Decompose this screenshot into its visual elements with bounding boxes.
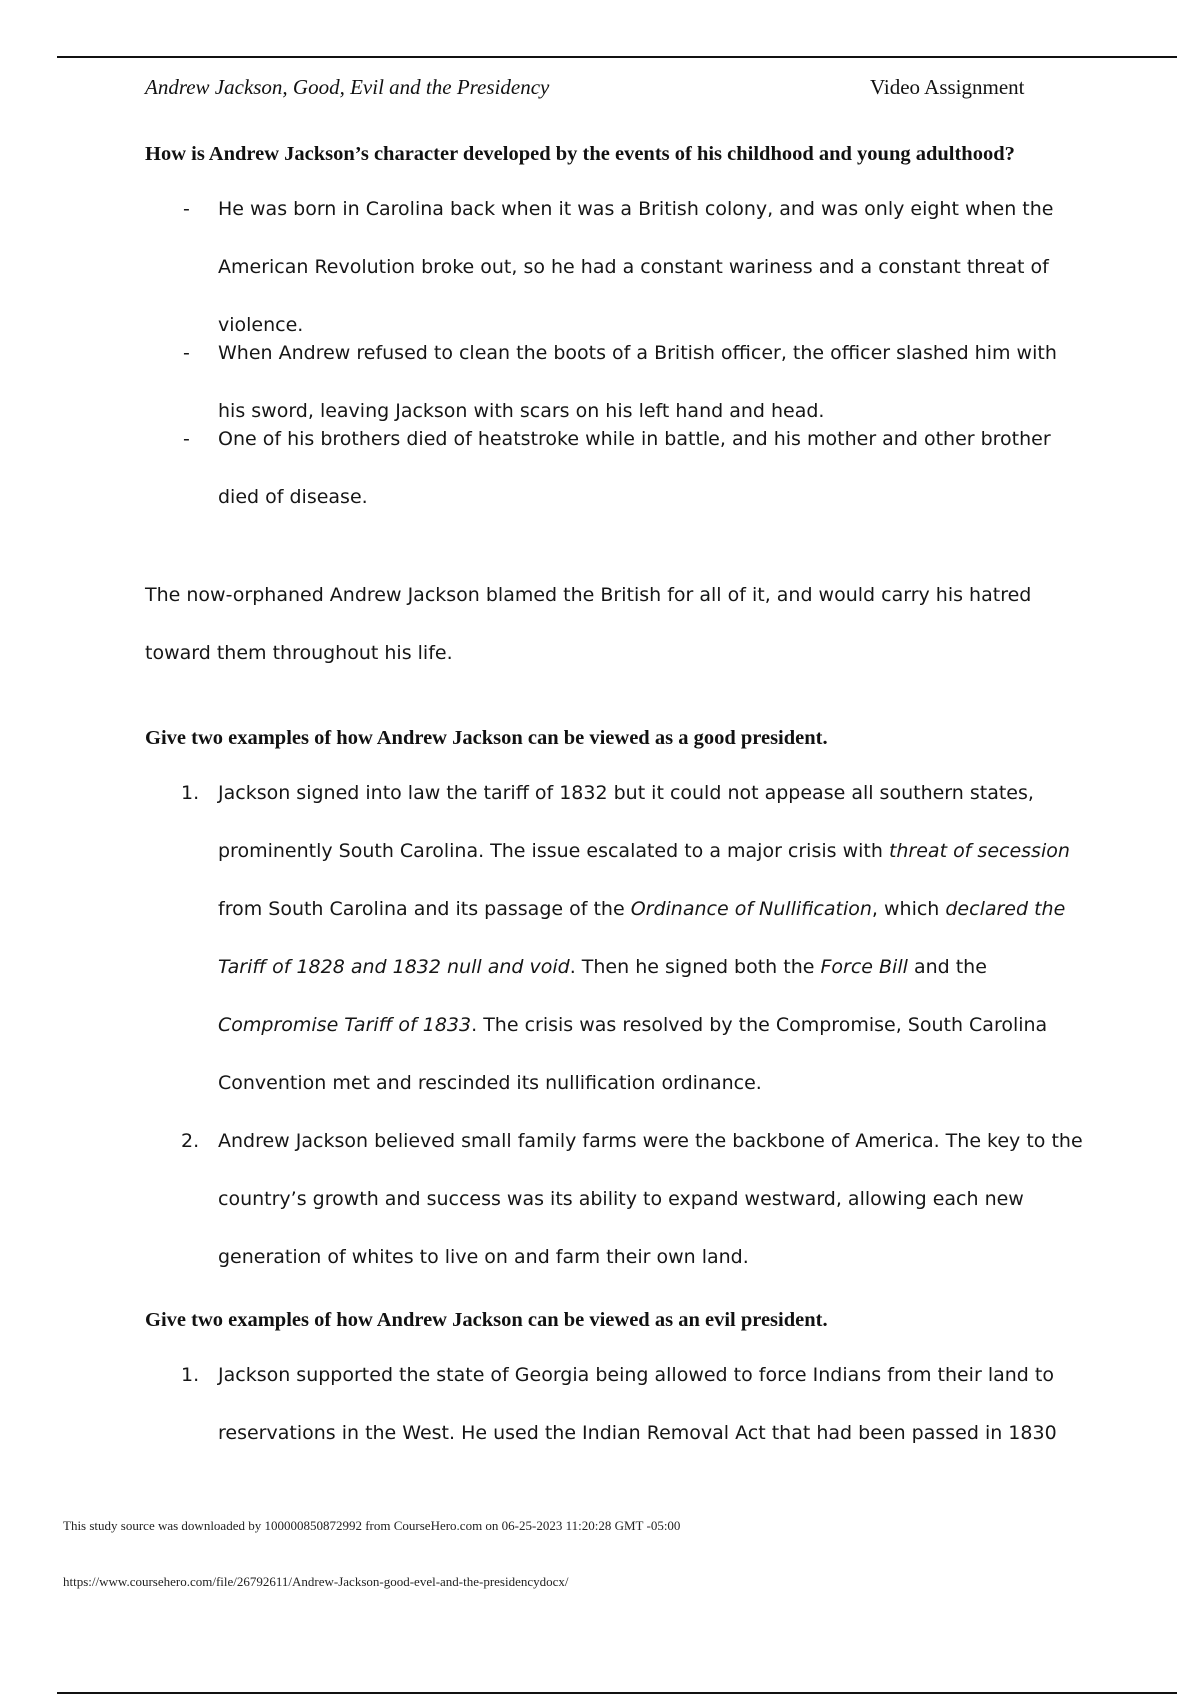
assignment-label: Video Assignment — [870, 75, 1025, 99]
list-item-text: Jackson signed into law the tariff of 1832 but it could not appease all southern states, prominently South Carolina. The issue escalated to a major crisis with threat of secession from South Carolina and its passage of the Ordinance of Nullification, which declared the Tariff of 1828 and 1832 null and void. Then he signed both the Force Bill and the Compromise Tariff of 1833. The crisis was resolved by the Compromise, South Carolina Convention met and rescinded its nullification ordinance. — [218, 782, 1070, 1094]
list-item — [145, 1346, 1090, 1462]
dash-marker: - — [183, 428, 190, 450]
list-item-text: One of his brothers died of heatstroke while in battle, and his mother and other brother died of disease. — [218, 428, 1051, 508]
question-3: Give two examples of how Andrew Jackson can be viewed as an evil president. — [145, 1309, 828, 1331]
question-2: Give two examples of how Andrew Jackson can be viewed as a good president. — [145, 727, 828, 749]
top-rule — [57, 56, 1177, 58]
dash-marker: - — [183, 198, 190, 220]
list-item-text: Andrew Jackson believed small family farms were the backbone of America. The key to the country’s growth and success was its ability to expand westward, allowing each new generation of whites to live on and farm their own land. — [218, 1130, 1083, 1268]
childhood-bullet-list — [145, 180, 1090, 526]
document-body — [145, 140, 1090, 1462]
dash-marker: - — [183, 342, 190, 364]
bottom-rule — [57, 1692, 1177, 1694]
good-president-list — [145, 764, 1090, 1286]
download-notice: This study source was downloaded by 100000850872992 from CourseHero.com on 06-25-2023 11:20:28 GMT -05:00 — [63, 1518, 681, 1533]
list-item-text: When Andrew refused to clean the boots of a British officer, the officer slashed him with his sword, leaving Jackson with scars on his left hand and head. — [218, 342, 1057, 422]
evil-president-list — [145, 1346, 1090, 1462]
list-number: 1. — [181, 1364, 200, 1386]
list-number: 2. — [181, 1130, 200, 1152]
summary-paragraph: The now-orphaned Andrew Jackson blamed the British for all of it, and would carry his hatred toward them throughout his life. — [145, 584, 1032, 664]
source-url[interactable]: https://www.coursehero.com/file/26792611/Andrew-Jackson-good-evel-and-the-presidencydocx/ — [63, 1574, 569, 1589]
list-item — [145, 410, 1090, 526]
list-item — [145, 764, 1090, 1112]
list-item — [145, 1112, 1090, 1286]
list-number: 1. — [181, 782, 200, 804]
document-title: Andrew Jackson, Good, Evil and the Presidency — [145, 75, 550, 99]
list-item-text: Jackson supported the state of Georgia being allowed to force Indians from their land to reservations in the West. He used the Indian Removal Act that had been passed in 1830 — [218, 1364, 1057, 1444]
question-1: How is Andrew Jackson’s character developed by the events of his childhood and young adulthood? — [145, 143, 1015, 165]
list-item-text: He was born in Carolina back when it was a British colony, and was only eight when the American Revolution broke out, so he had a constant wariness and a constant threat of violence. — [218, 198, 1054, 336]
